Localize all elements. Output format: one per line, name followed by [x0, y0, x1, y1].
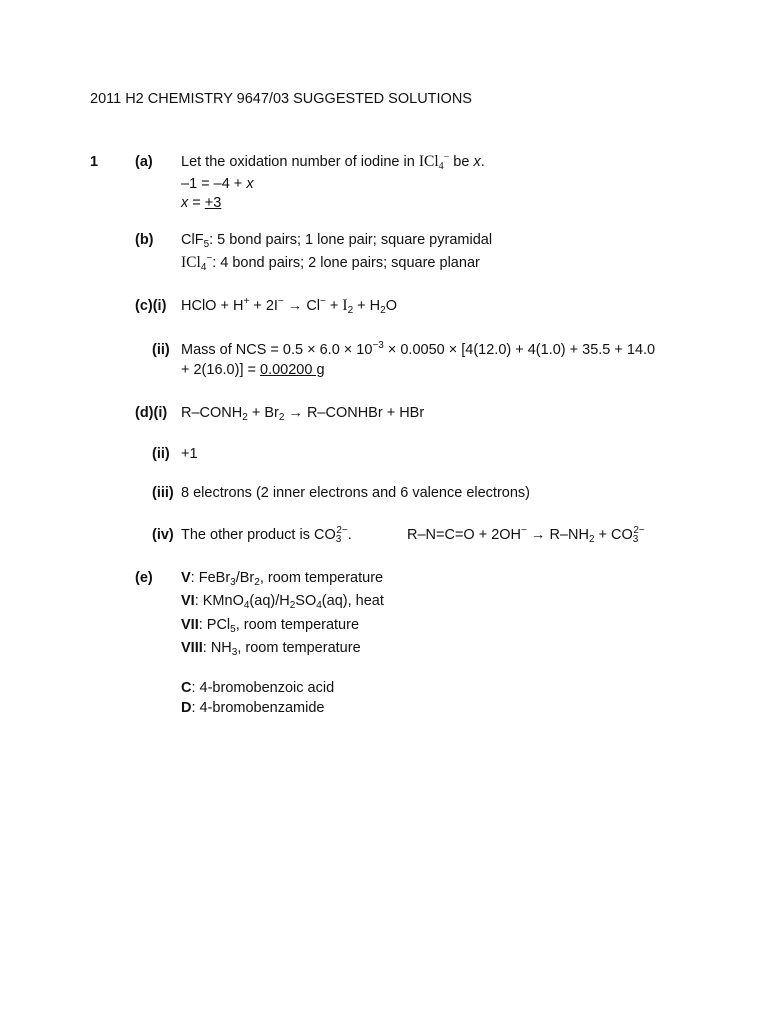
part-a-line-1: Let the oxidation number of iodine in ICl$_4$− be x.: [181, 152, 485, 172]
part-b-label: (b): [135, 232, 154, 248]
reagent-v: V: $FeBr_3/Br_2$, room temperature: [181, 570, 384, 588]
part-c-i-label: (c)(i): [135, 298, 167, 314]
part-c-ii-line-1: Mass of NCS = $0.5 \times 6.0 \times 10^{-3} \times 0.0050 \times [4(12.0) + 4(1.0) + 35.5 + 14.0$: [181, 340, 656, 358]
part-c-ii-answer: 0.00200 g: [260, 362, 325, 378]
part-d-iii-answer: 8 electrons (2 inner electrons and 6 valence electrons): [181, 485, 530, 501]
icl4-formula: ICl$_4$−: [418, 152, 450, 172]
part-b-line-1: ClF$_5$: 5 bond pairs; 1 lone pair; square pyramidal: [181, 232, 493, 250]
part-c-ii-label: (ii): [152, 342, 170, 358]
part-c-i-equation: HClO + $H^+ + 2I^- \to Cl^- + I_2 + H_2O$: [181, 296, 397, 316]
part-d-i-label: (d)(i): [135, 405, 168, 421]
reagent-vii: VII: PCl$_5$, room temperature: [181, 617, 360, 635]
part-d-iv-label: (iv): [152, 527, 174, 543]
part-a-line-2: –1 = –4 + x: [181, 176, 254, 192]
reagent-vi: VI: $KMnO_4(aq)/H_2SO_4(aq)$, heat: [181, 593, 384, 611]
part-d-i-equation: $R-CONH_2 + Br_2$ → R–CONHBr + HBr: [181, 405, 425, 423]
part-d-iv-statement: The other product is $CO_3^{2-}$.: [181, 525, 352, 545]
part-d-ii-label: (ii): [152, 446, 170, 462]
part-a-line-3: x = +3: [181, 195, 222, 211]
part-d-iii-label: (iii): [152, 485, 174, 501]
part-b-line-2: ICl$_4$−: 4 bond pairs; 2 lone pairs; square planar: [181, 253, 480, 273]
part-a-label: (a): [135, 154, 153, 170]
part-c-ii-line-2: + 2(16.0)] = 0.00200 g: [181, 362, 325, 378]
compound-d: D: 4-bromobenzamide: [181, 700, 325, 716]
question-number: 1: [90, 154, 99, 170]
document-title: 2011 H2 CHEMISTRY 9647/03 SUGGESTED SOLUTIONS: [90, 91, 472, 107]
part-d-iv-equation: $R-N=C=O + 2OH^- \to R-NH_2 + CO_3^{2-}$: [407, 525, 645, 545]
part-a-answer: +3: [204, 195, 222, 211]
part-d-ii-answer: +1: [181, 446, 198, 462]
reagent-viii: VIII: $NH_3$, room temperature: [181, 640, 361, 658]
compound-c: C: 4-bromobenzoic acid: [181, 680, 335, 696]
part-e-label: (e): [135, 570, 153, 586]
